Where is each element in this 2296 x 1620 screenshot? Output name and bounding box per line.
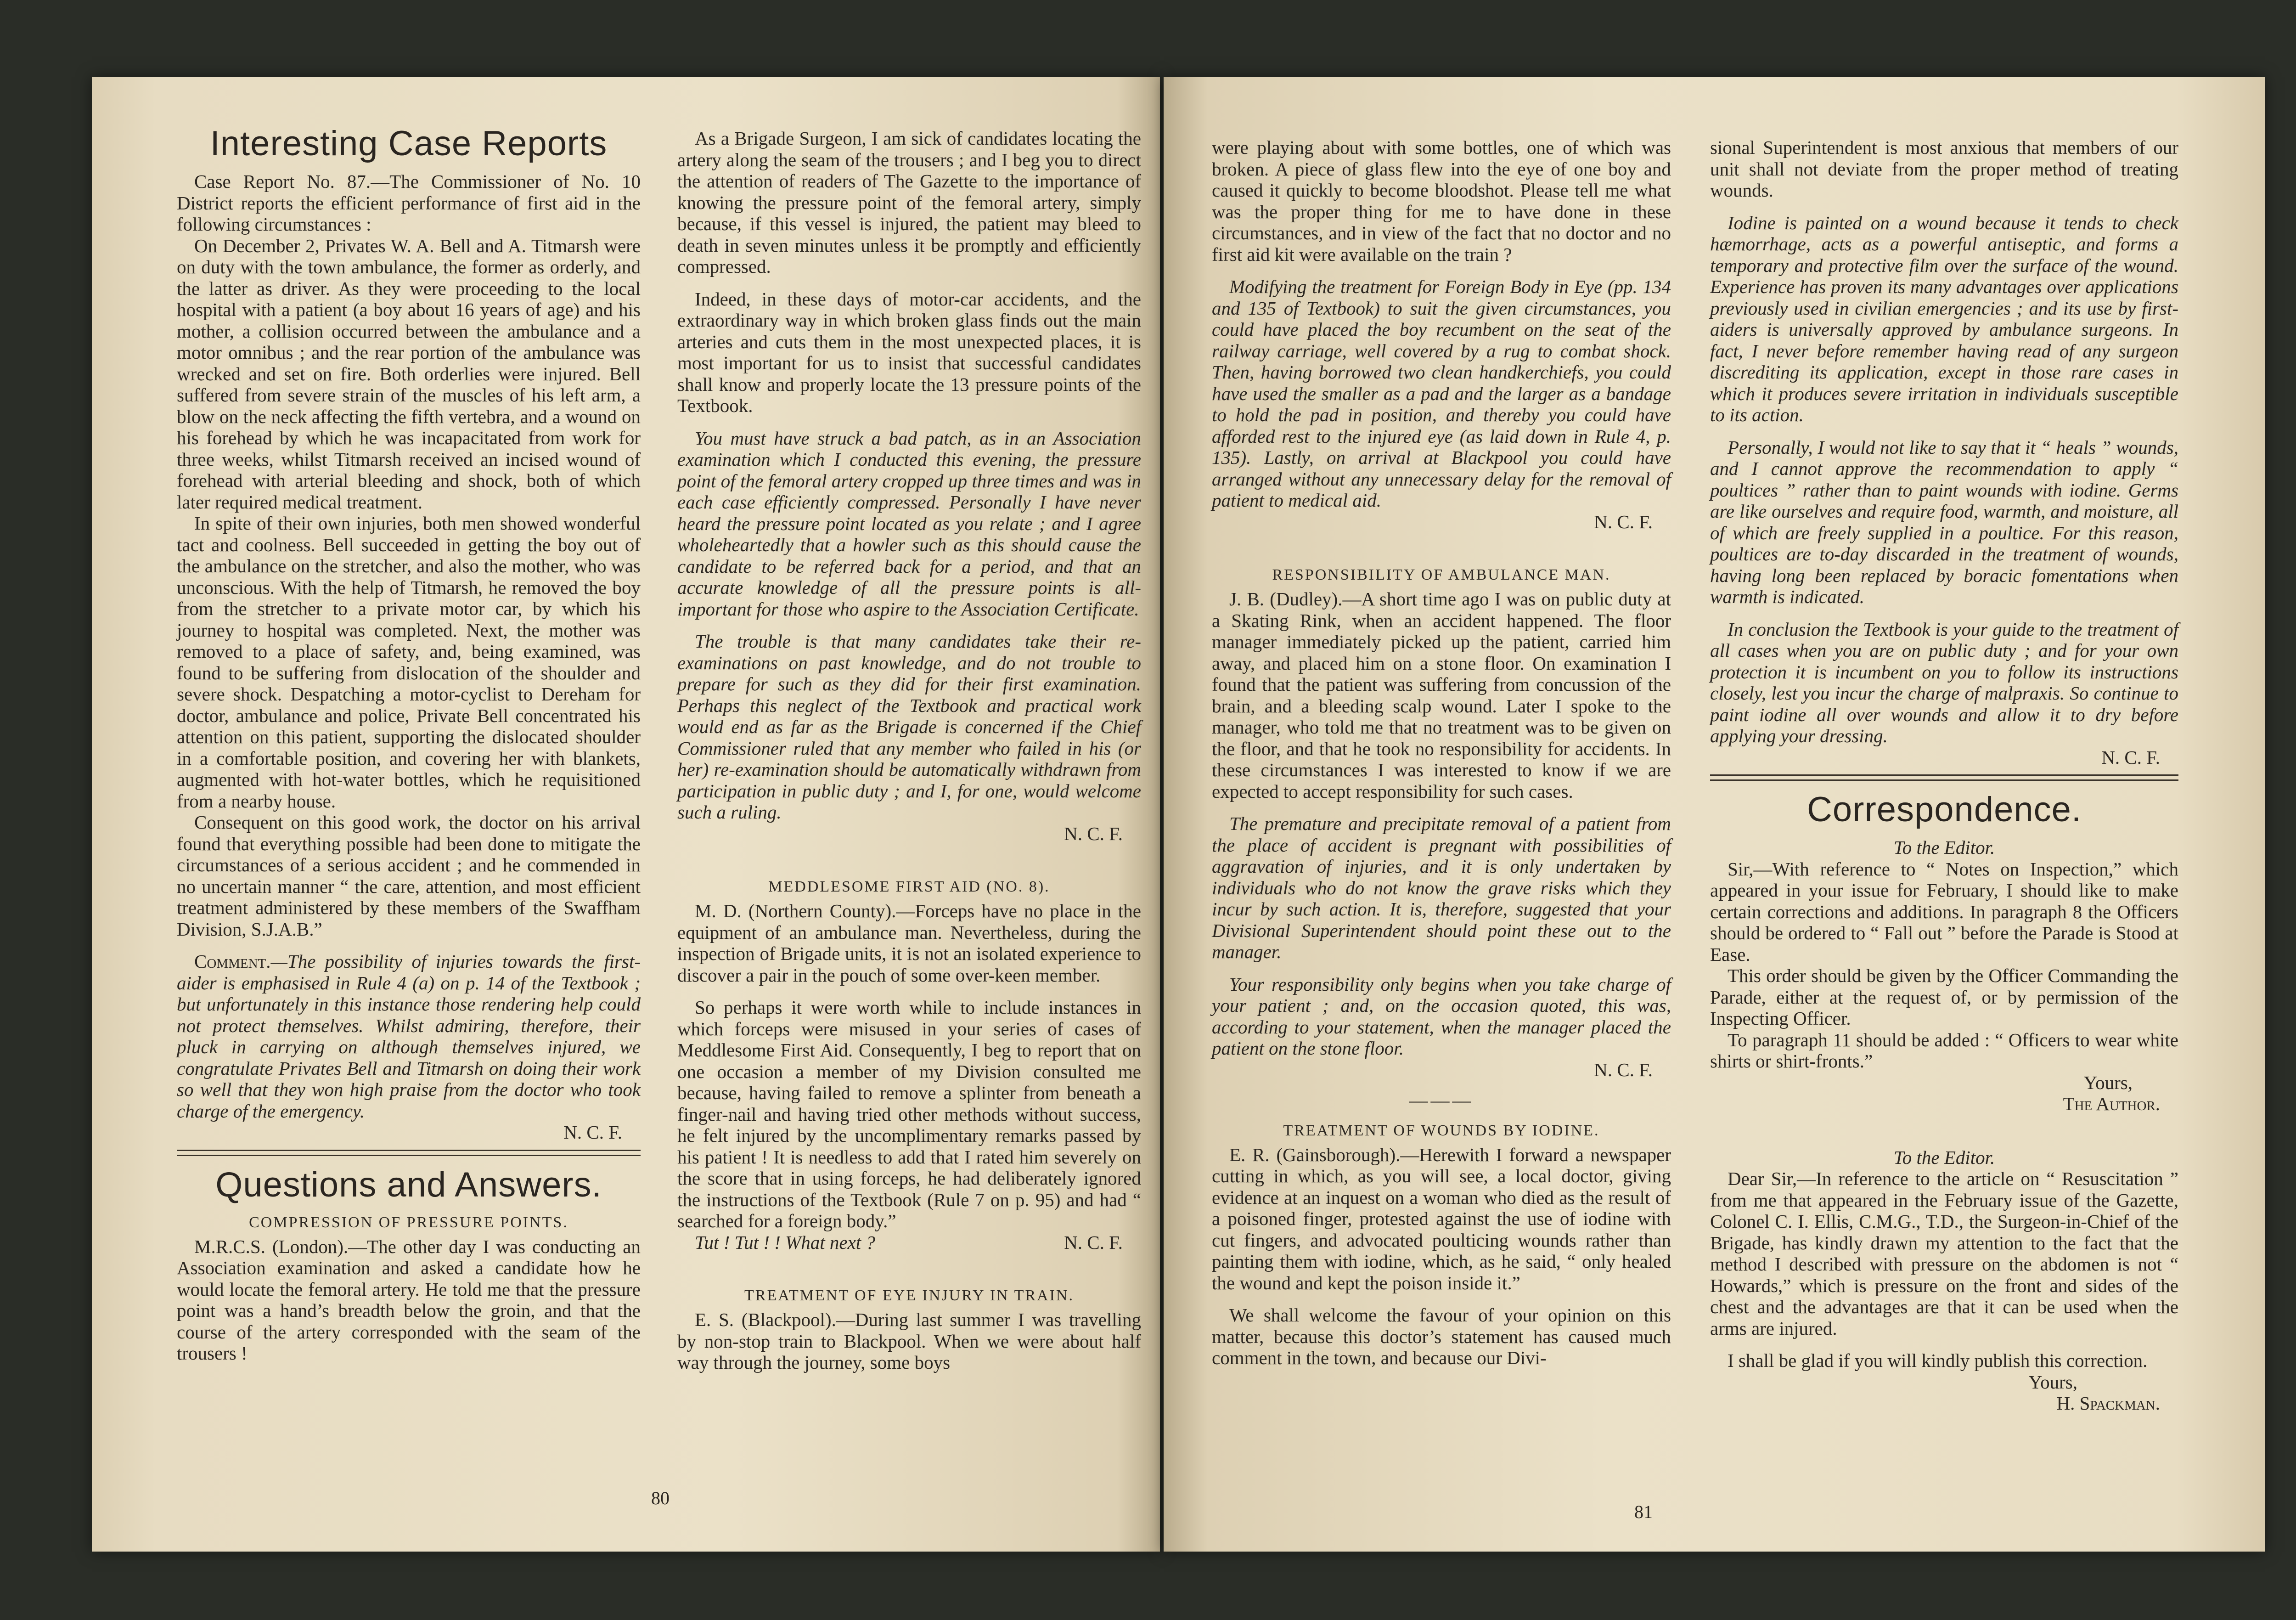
question-paragraph: J. B. (Dudley).—A short time ago I was on public duty at a Skating Rink, when an accident happened. The floor manager immediately picked up the patient, carried him away, and placed him on a stone floor. On examination I found that the patient was suffering from concussion of the brain, and a bleeding scalp wound. Later I spoke to the manager, who told me that no treatment was to be given on the floor, and that he took no responsibility for accidents. In these circumstances I was interested to know if we are expected to accept responsibility for such cases.: [1212, 588, 1671, 802]
answer-paragraph: [677, 1232, 1141, 1253]
letter-paragraph: This order should be given by the Officer Commanding the Parade, either at the request of, or by permission of the Inspecting Officer.: [1710, 965, 2178, 1029]
question-paragraph: We shall welcome the favour of your opinion on this matter, because this doctor’s statement has caused much comment in the town, and because our Divi-: [1212, 1304, 1671, 1368]
signature: N. C. F.: [1594, 1059, 1653, 1080]
signature: N. C. F.: [1064, 1231, 1123, 1253]
subsection-heading: TREATMENT OF WOUNDS BY IODINE.: [1283, 1122, 1600, 1139]
salutation-heading: To the Editor.: [1893, 837, 1995, 858]
article-paragraph: As a Brigade Surgeon, I am sick of candidates locating the artery along the seam of the trousers ; and I beg you to direct the attention of readers of The Gazette to the importance of knowing the pressure point of the femoral artery, simply because, if this vessel is injured, the patient may bleed to death in seven minutes unless it be promptly and efficiently compressed.: [677, 128, 1141, 277]
question-paragraph: So perhaps it were worth while to include instances in which forceps were misused in your series of cases of Meddlesome First Aid. Consequently, I beg to report that on one occasion a member of my Division consulted me because, having failed to remove a splinter from beneath a finger-nail and having tried other methods without success, he felt injured by the uncomplimentary remarks passed by his patient ! It is needless to add that I rated him severely on the score that in using forceps, he had deliberately ignored the instructions of the Textbook (Rule 7 on p. 95) and had “ searched for a foreign body.”: [677, 997, 1141, 1231]
section-divider: ———: [1409, 1089, 1474, 1111]
article-paragraph: Indeed, in these days of motor-car accidents, and the extraordinary way in which broken glass finds out the main arteries and cuts them in the most unexpected places, it is most important for us to insist that successful candidates shall know and properly locate the 13 pressure points of the Textbook.: [677, 288, 1141, 416]
right-page: [1164, 77, 2265, 1552]
section-title-case-reports: Interesting Case Reports: [210, 124, 608, 163]
answer-text: Tut ! Tut ! ! What next ?: [695, 1231, 875, 1253]
case-report-paragraph: In spite of their own injuries, both men showed wonderful tact and coolness. Bell succeeded in getting the boy out of the ambulance on the stretcher, and also the mother, who was unconscious. With the help of Titmarsh, he removed the boy from the stretcher to a private motor car, by which his journey to hospital was completed. Next, the mother was removed to a place of safety, and, being examined, was found to be suffering from dislocation of the shoulder and severe shock. Despatching a motor-cyclist to Dereham for doctor, ambulance and police, Private Bell concentrated his attention on this patient, supporting the dislocated shoulder in a comfortable position, and covering her with blankets, augmented with hot-water bottles, which he requisitioned from a nearby house.: [177, 513, 641, 812]
comment-paragraph: [177, 951, 641, 1122]
question-paragraph: M. D. (Northern County).—Forceps have no place in the equipment of an ambulance man. Nevertheless, during the inspection of Brigade units, it is not an isolated experience to discover a pair in the pouch of some over-keen member.: [677, 900, 1141, 986]
letter-signature: The Author.: [2063, 1093, 2160, 1114]
subsection-heading: RESPONSIBILITY OF AMBULANCE MAN.: [1272, 566, 1611, 583]
subsection-heading: COMPRESSION OF PRESSURE POINTS.: [249, 1214, 568, 1231]
letter-paragraph: Sir,—With reference to “ Notes on Inspection,” which appeared in your issue for February, I should like to make certain corrections and additions. In paragraph 8 the Officers should be ordered to “ Fall out ” before the Parade is Stood at Ease.: [1710, 858, 2178, 965]
signature: N. C. F.: [1594, 511, 1653, 532]
question-paragraph: M.R.C.S. (London).—The other day I was conducting an Association examination and asked a candidate how he would locate the femoral artery. He told me that the pressure point was a hand’s breadth below the groin, and that the course of the artery corresponded with the seam of the trousers !: [177, 1236, 641, 1364]
subsection-heading: MEDDLESOME FIRST AID (NO. 8).: [768, 878, 1050, 895]
answer-paragraph: You must have struck a bad patch, as in an Association examination which I conducted this evening, the pressure point of the femoral artery cropped up three times and was in each case efficiently compressed. Personally I have never heard the pressure point located as you relate ; and I agree wholeheartedly that a howler such as this should cause the candidate to be referred back for a period, and that an accurate knowledge of all the pressure points is all-important for those who aspire to the Association Certificate.: [677, 427, 1141, 620]
subsection-heading: TREATMENT OF EYE INJURY IN TRAIN.: [744, 1287, 1074, 1304]
answer-paragraph: Your responsibility only begins when you take charge of your patient ; and, on the occasion quoted, this was, according to your statement, when the manager placed the patient on the stone floor.: [1212, 973, 1671, 1059]
answer-paragraph: Personally, I would not like to say that it “ heals ” wounds, and I cannot approve the recommendation to apply “ poultices ” rather than to paint wounds with iodine. Germs are like ourselves and require food, warmth, and moisture, all of which are freely supplied in a poultice. For this reason, poultices are to-day discarded in the treatment of wounds, having long been replaced by boracic fomentations when warmth is indicated.: [1710, 436, 2178, 607]
section-divider: [1710, 774, 2178, 781]
question-paragraph: sional Superintendent is most anxious that members of our unit shall not deviate from the proper method of treating wounds.: [1710, 137, 2178, 201]
salutation-heading: To the Editor.: [1893, 1146, 1995, 1168]
letter-paragraph: I shall be glad if you will kindly publish this correction.: [1728, 1350, 2148, 1371]
case-report-paragraph: On December 2, Privates W. A. Bell and A. Titmarsh were on duty with the town ambulance, the former as orderly, and the latter as driver. As they were proceeding to the local hospital with a patient (a boy about 16 years of age) and his mother, a collision occurred between the ambulance and a motor omnibus ; and the rear portion of the ambulance was wrecked and set on fire. Both orderlies were injured. Bell suffered from severe strain of the muscles of his left arm, a blow on the neck affecting the fifth vertebra, and a wound on his forehead by which he was incapacitated from work for three weeks, whilst Titmarsh received an incised wound of forehead with arterial bleeding and shock, both of which later required medical treatment.: [177, 235, 641, 513]
answer-paragraph: The premature and precipitate removal of a patient from the place of accident is pregnant with possibilities of aggravation of injuries, and it is only undertaken by individuals who do not know the grave risks which they incur by such action. It is, therefore, suggested that your Divisional Superintendent should point these out to the manager.: [1212, 813, 1671, 962]
signature: N. C. F.: [563, 1122, 622, 1143]
left-column-2: [677, 128, 1141, 1373]
letter-paragraph: To paragraph 11 should be added : “ Officers to wear white shirts or shirt-fronts.”: [1710, 1029, 2178, 1072]
case-report-paragraph: Consequent on this good work, the doctor on his arrival found that everything possible had been done to mitigate the circumstances of a serious accident ; and he commended in no uncertain manner “ the care, attention, and most efficient treatment administered by these members of the Swaffham Division, S.J.A.B.”: [177, 812, 641, 940]
letter-signature: H. Spackman.: [2056, 1393, 2160, 1414]
answer-paragraph: In conclusion the Textbook is your guide to the treatment of all cases when you are on public duty ; and for your own protection it is incumbent on you to follow its instructions closely, lest you incur the charge of malpraxis. So continue to paint iodine all over wounds and allow it to dry before applying your dressing.: [1710, 618, 2178, 746]
right-column-2: [1710, 137, 2178, 1414]
question-paragraph: E. S. (Blackpool).—During last summer I was travelling by non-stop train to Blackpool. When we were about half way through the journey, some boys: [677, 1309, 1141, 1373]
comment-label: Comment.: [194, 951, 271, 972]
section-title-questions-answers: Questions and Answers.: [215, 1165, 602, 1204]
answer-paragraph: Modifying the treatment for Foreign Body in Eye (pp. 134 and 135 of Textbook) to suit the given circumstances, you could have placed the boy recumbent on the seat of the railway carriage, well covered by a rug to combat shock. Then, having borrowed two clean handkerchiefs, you could have used the smaller as a pad and the larger as a bandage to hold the pad in position, and thereby you could have afforded rest to the injured eye (as laid down in Rule 4, p. 135). Lastly, on arrival at Blackpool you could have arranged without any unnecessary delay for the removal of patient to medical aid.: [1212, 276, 1671, 511]
comment-text: —The possibility of injuries towards the first-aider is emphasised in Rule 4 (a) on p. 14 of the Textbook ; but unfortunately in this instance those rendering help could not protect themselves. Whilst admiring, therefore, their pluck in carrying on although themselves injured, we congratulate Privates Bell and Titmarsh on doing their work so well that they won high praise from the doctor who took charge of the emergency.: [177, 951, 641, 1122]
right-column-1: [1212, 137, 1671, 1369]
letter-closing: Yours,: [2028, 1371, 2077, 1393]
letter-paragraph: Dear Sir,—In reference to the article on “ Resuscitation ” from me that appeared in the February issue of the Gazette, Colonel C. I. Ellis, C.M.G., T.D., the Surgeon-in-Chief of the Brigade, has kindly drawn my attention to the fact that the method I described with pressure on the abdomen is not “ Howards,” which is pressure on the front and sides of the chest and the advantages are that it can be used when the arms are injured.: [1710, 1168, 2178, 1339]
letter-closing: Yours,: [2083, 1072, 2133, 1093]
answer-paragraph: Iodine is painted on a wound because it tends to check hæmorrhage, acts as a powerful antiseptic, and forms a temporary and protective film over the surface of the wound. Experience has proven its many advantages over applications previously used in civilian emergencies ; and its use by first-aiders is universally approved by ambulance surgeons. In fact, I never before remember having read of any surgeon discrediting its application, except in those rare cases in which it produces severe irritation in individuals susceptible to its action.: [1710, 212, 2178, 425]
left-page: [92, 77, 1160, 1552]
page-number: 80: [651, 1488, 670, 1508]
signature: N. C. F.: [2101, 746, 2160, 768]
section-divider: [177, 1150, 641, 1156]
case-report-intro: Case Report No. 87.—The Commissioner of No. 10 District reports the efficient performance of first aid in the following circumstances :: [177, 171, 641, 235]
left-column-1: [177, 123, 641, 1364]
section-title-correspondence: Correspondence.: [1806, 790, 2082, 829]
page-number: 81: [1634, 1501, 1653, 1522]
answer-paragraph: The trouble is that many candidates take their re-examinations on past knowledge, and do not trouble to prepare for such as they did for their first examination. Perhaps this neglect of the Textbook and practical work would end as far as the Brigade is concerned if the Chief Commissioner ruled that any member who failed in his (or her) re-examination should be automatically withdrawn from participation in public duty ; and I, for one, would welcome such a ruling.: [677, 631, 1141, 823]
question-paragraph: were playing about with some bottles, one of which was broken. A piece of glass flew into the eye of one boy and caused it quickly to become bloodshot. Please tell me what was the proper thing for me to have done in these circumstances, and in view of the fact that no doctor and no first aid kit were available on the train ?: [1212, 137, 1671, 265]
signature: N. C. F.: [1064, 823, 1123, 844]
question-paragraph: E. R. (Gainsborough).—Herewith I forward a newspaper cutting in which, as you will see, a local doctor, giving evidence at an inquest on a woman who died as the result of a poisoned finger, protested against the use of iodine with cut fingers, and advocated poulticing wounds rather than painting them with iodine, which, as he said, “ only healed the wound and kept the poison inside it.”: [1212, 1144, 1671, 1293]
